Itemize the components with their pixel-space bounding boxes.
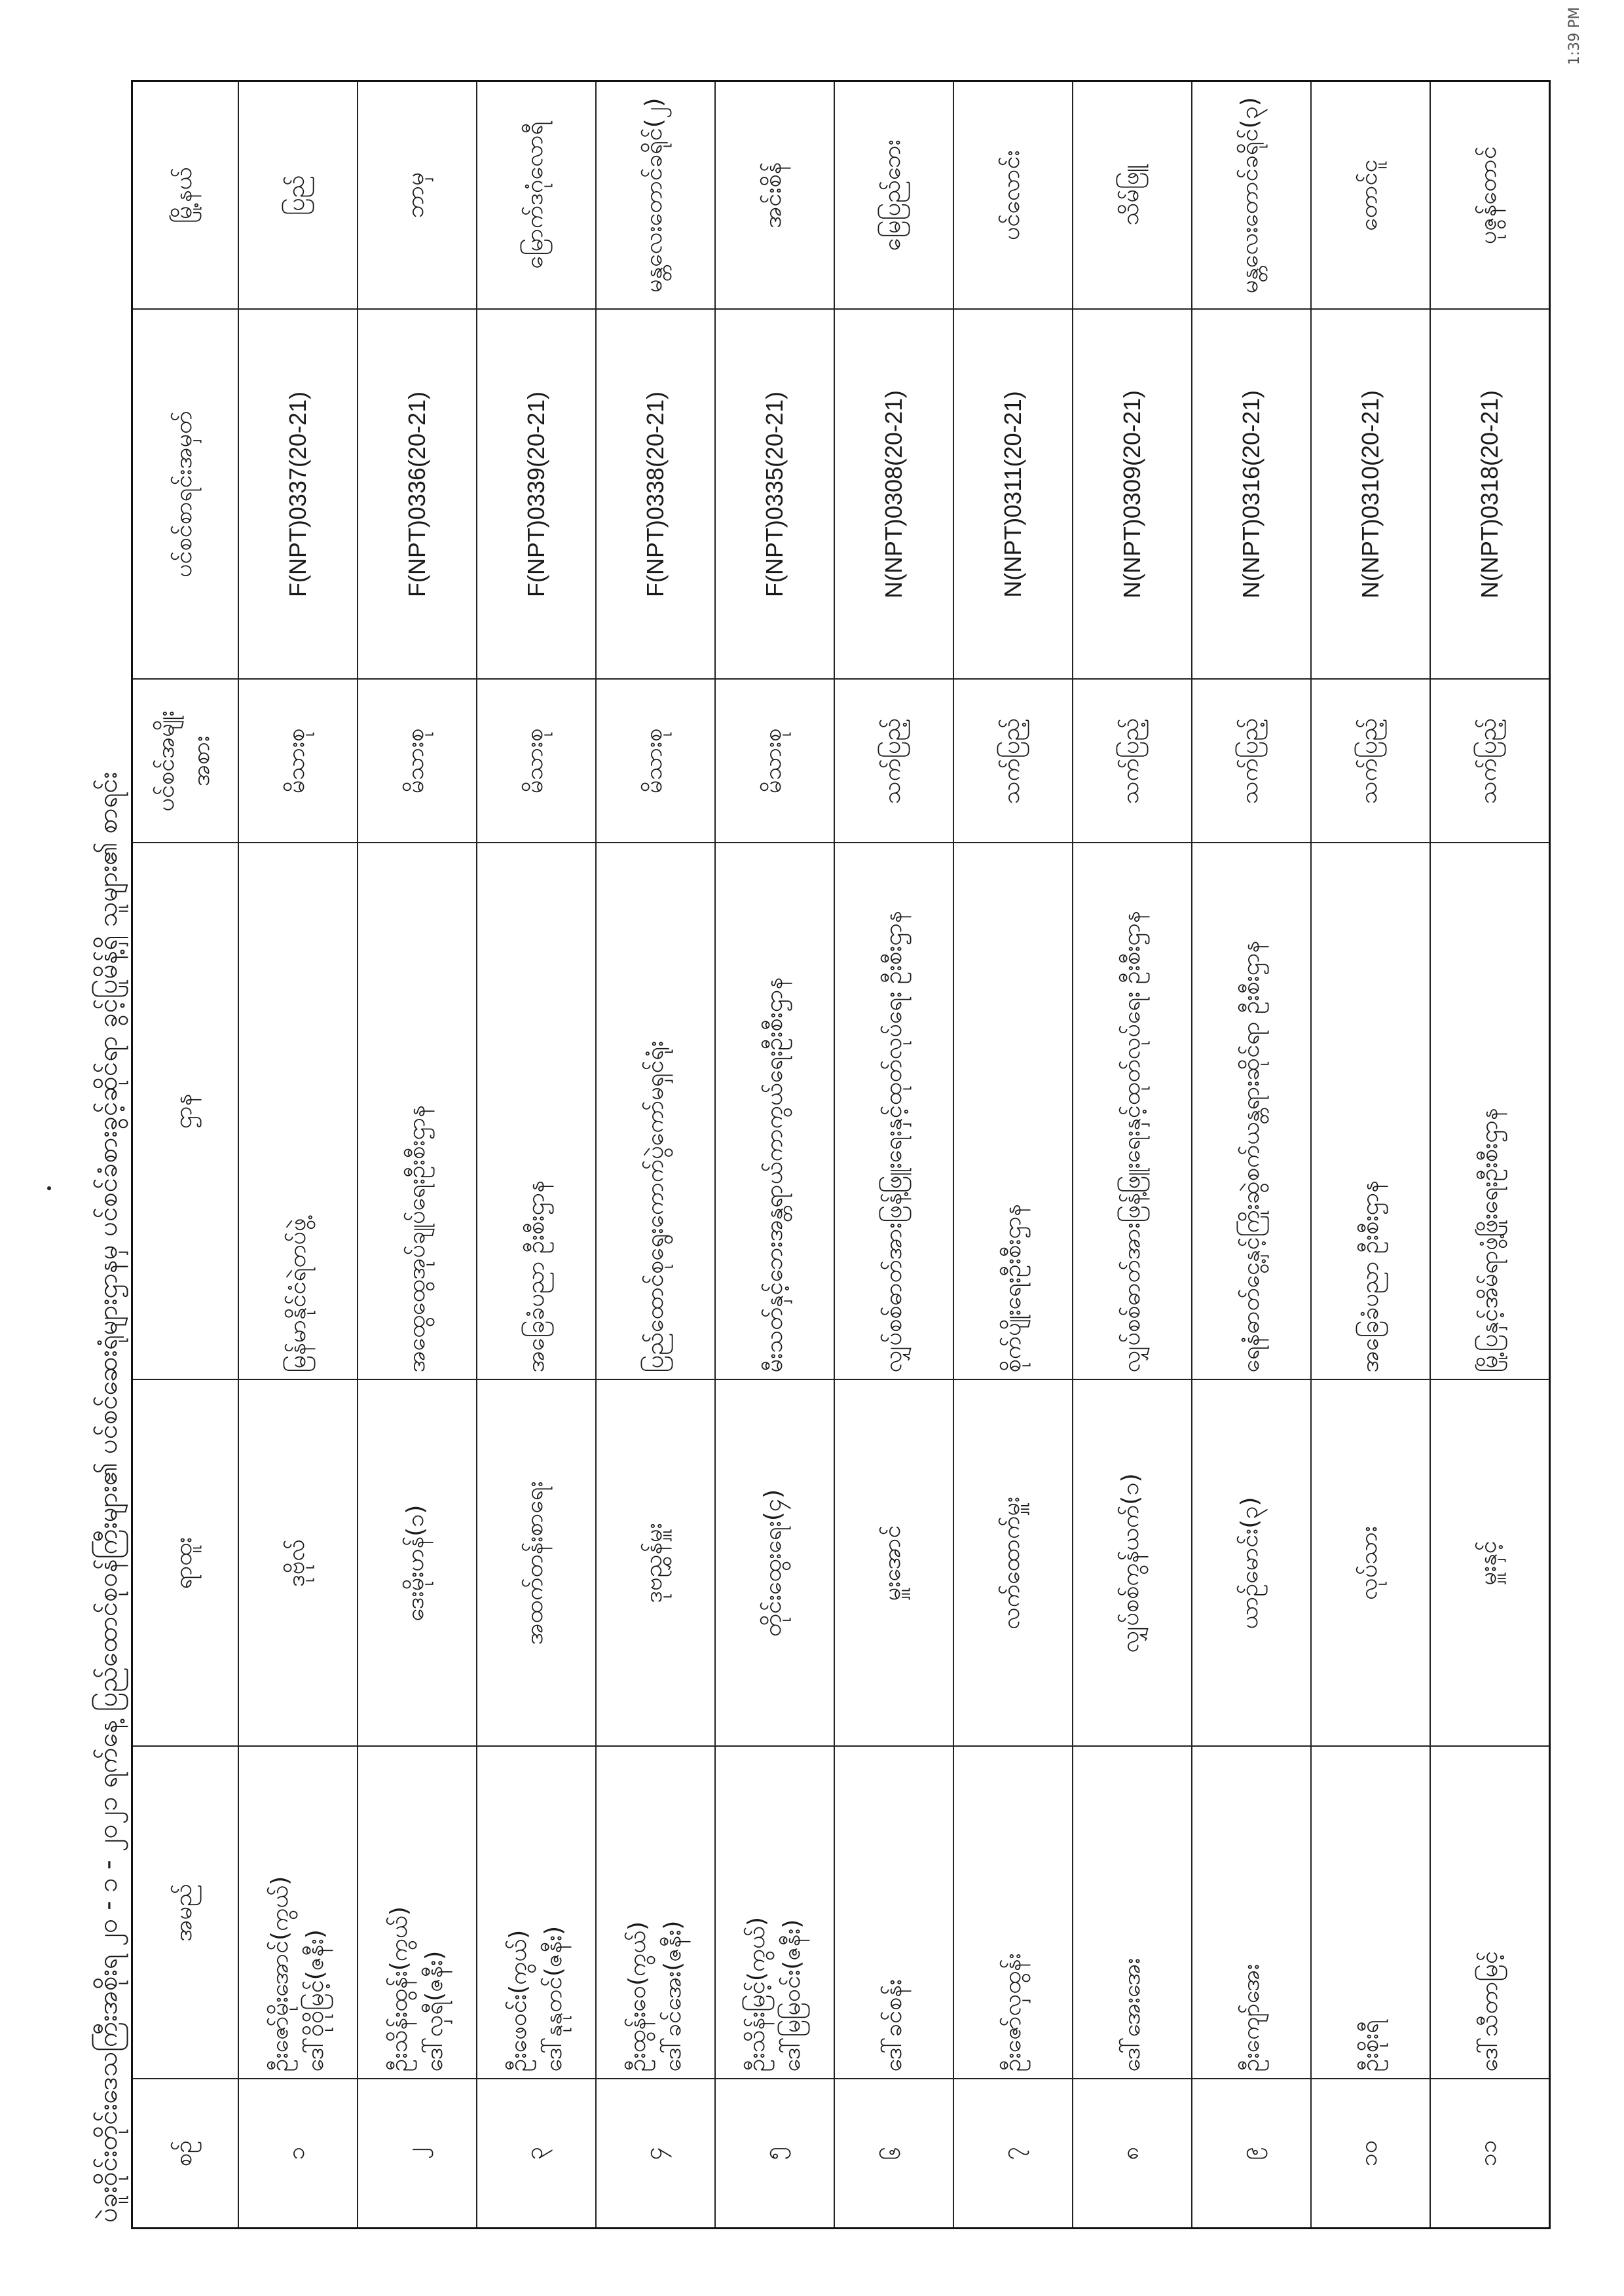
table-row: [238, 81, 358, 2229]
name-line-2: ဒေါ်ခင်အေး(ဇနီး): [659, 1920, 686, 2072]
cell-no: ၂: [358, 2079, 477, 2229]
cell-township: ပြည်: [238, 81, 358, 310]
cell-pension-type: သက်ပြည့်: [1073, 680, 1192, 843]
cell-name: [238, 1747, 358, 2079]
cell-township: မြေပြည်ဘေး: [834, 81, 953, 310]
cell-department: ရေနံဓာတ်ငွေ့နှင့်ကြိုးဆွဲစက်ယန္တရားဆိုင်ရာ ဦးစီးဌာန: [1192, 843, 1311, 1380]
table-row: [1430, 81, 1550, 2229]
cell-township: ဘာမှ: [358, 81, 477, 310]
name-line-2: ဒေါ်နုနုတင်(ဇနီး): [540, 1925, 567, 2072]
cell-no: ၈: [1073, 2079, 1192, 2229]
header-name: အမည်: [132, 1747, 239, 2079]
table-row: [477, 81, 596, 2229]
table-row: [1311, 81, 1430, 2229]
name-line-1: ဒေါ်အေးအေး: [1118, 1958, 1145, 2072]
cell-rank: ယာဉ်မောင်း(၃): [1192, 1380, 1311, 1747]
cell-no: ၅: [715, 2079, 834, 2229]
cell-pension-no: F(NPT)0338(20-21): [596, 310, 715, 680]
name-line-1: ဦးဇော်လှထွန်း: [999, 1953, 1026, 2072]
header-pension-no: ပင်စင်စာရင်းအမှတ်: [132, 310, 239, 680]
cell-department: မြန်မာနိုင်ငံရဲတပ်ဖွဲ့: [238, 843, 358, 1380]
cell-pension-no: N(NPT)0318(20-21): [1430, 310, 1550, 680]
cell-name: [358, 1747, 477, 2079]
cell-pension-type: သက်ပြည့်: [1430, 680, 1550, 843]
table-row: [1192, 81, 1311, 2229]
cell-township: မြောက်ဒဂုံလောရီ: [477, 81, 596, 310]
header-rank: ရာထူး: [132, 1380, 239, 1747]
cell-rank: လက်ထောက်မှူး: [953, 1380, 1073, 1747]
cell-pension-type: မိသားစု: [715, 680, 834, 843]
cell-pension-no: N(NPT)0309(20-21): [1073, 310, 1192, 680]
cell-no: ၁၁: [1430, 2079, 1550, 2229]
table-row: [953, 81, 1073, 2229]
cell-rank: လုပ်သား: [1311, 1380, 1430, 1747]
cell-pension-no: F(NPT)0336(20-21): [358, 310, 477, 680]
table-row: [834, 81, 953, 2229]
cell-name: [1311, 1747, 1430, 2079]
table-header-row: [132, 81, 239, 2229]
cell-pension-type: သက်ပြည့်: [953, 680, 1073, 843]
cell-no: ၁၀: [1311, 2079, 1430, 2229]
rotated-document: [85, 75, 1545, 2229]
cell-pension-type: သက်ပြည့်: [834, 680, 953, 843]
cell-rank: တိုင်းထွေးရေး(၄): [715, 1380, 834, 1747]
cell-no: ၇: [953, 2079, 1073, 2229]
cell-pension-no: N(NPT)0311(20-21): [953, 310, 1073, 680]
cell-rank: ဒေးမိုးဟန်(၁): [358, 1380, 477, 1747]
table-row: [596, 81, 715, 2229]
name-line-1: ဦးသိန်းထွန်း(ကွယ်): [386, 1906, 413, 2072]
header-township: မြို့နယ်: [132, 81, 239, 310]
cell-pension-type: မိသားစု: [596, 680, 715, 843]
cell-department: စိုက်ပျိုးရေးဦးစီးဌာန: [953, 843, 1073, 1380]
cell-name: [834, 1747, 953, 2079]
cell-name: [477, 1747, 596, 2079]
cell-rank: အထက်တန်းစာရေး: [477, 1380, 596, 1747]
name-line-2: ဒေါ်မြမြဝင်း(ဇနီး): [779, 1919, 805, 2072]
header-pension-type: ပင်စင်အမျိုးအစား: [132, 680, 239, 843]
cell-name: [715, 1747, 834, 2079]
document-title: ပဲခူးဝိုင်းတိုင်းဒေသကြီးအစိုးရ ၂၀ - ၁ - ၂၀၂၁ ရက်နေ့ ပြည်ထောင်စုဝန်ကြီးများ၏ ပင်စင်ဆေးရုံများဌာနမှ ပင်စင်ခံစားခွင့်ဆိုင်ရာ ခွင့်ပြုမိန့်ရှိ သူများ၏ စာရင်း: [93, 772, 123, 2223]
name-line-1: ဦးဇော်မိုးအောင်(ကွယ်): [267, 1876, 293, 2072]
cell-department: ပြည်ထောင်စုရွေးကောက်ပွဲကော်မရှင်ရုံး: [596, 843, 715, 1380]
cell-pension-no: F(NPT)0337(20-21): [238, 310, 358, 680]
table-row: [358, 81, 477, 2229]
cell-name: [953, 1747, 1073, 2079]
cell-no: ၄: [596, 2079, 715, 2229]
cell-department: လျှပ်စစ်ဓာတ်အားဖြန့်ဖြူးရေးနှင့်ထုတ်လုပ်ရေး ဦးစီးဌာန: [1073, 843, 1192, 1380]
cell-name: [596, 1747, 715, 2079]
cell-rank: လျှပ်စစ်ကွန်ယက်(၁): [1073, 1380, 1192, 1747]
cell-department: အခြေခံပညာ ဦးစီးဌာန: [477, 843, 596, 1380]
cell-rank: ဒုဗညွှန်မှူး: [596, 1380, 715, 1747]
table-row: [715, 81, 834, 2229]
name-line-1: ဦးကျော်အေး: [1238, 1963, 1264, 2072]
cell-department: အထွေထွေအုပ်ချုပ်ရေးဦးစီးဌာန: [358, 843, 477, 1380]
cell-rank: ဒုဗိုလ်: [238, 1380, 358, 1747]
name-line-2: ဒေါ်ဝိုဝိုမြင့်(ဇနီး): [302, 1929, 329, 2072]
cell-township: မန္တလေးတောင်ခရိုင်(၃): [1192, 81, 1311, 310]
name-line-1: ဦးဖေဝင်း(ကွယ်): [505, 1929, 532, 2072]
cell-township: သိမ်ဖြူ: [1073, 81, 1192, 310]
cell-department: မီးသတ်နှင့်ဘေးအန္တရာယ်ကာကွယ်ရေးဦးစီးဌာန: [715, 843, 834, 1380]
cell-department: အခြေခံပညာ ဦးစီးဌာန: [1311, 843, 1430, 1380]
cell-township: ပုဇွန်တောင်: [1430, 81, 1550, 310]
header-department: ဌာန: [132, 843, 239, 1380]
scan-speck: [47, 1186, 51, 1190]
name-line-1: ဒေါ်ခင်စန်း: [880, 1979, 907, 2072]
cell-name: [1073, 1747, 1192, 2079]
cell-no: ၁: [238, 2079, 358, 2229]
pension-table: [131, 80, 1551, 2229]
cell-pension-no: N(NPT)0310(20-21): [1311, 310, 1430, 680]
name-line-1: ဦးသိန်းမြင့်(ကွယ်): [743, 1916, 770, 2072]
name-line-2: ဒေါ်လှရီ(ဇနီး): [421, 1950, 448, 2072]
cell-township: မန္တလေးတောင်ခရိုင်(၂): [596, 81, 715, 310]
cell-pension-no: N(NPT)0316(20-21): [1192, 310, 1311, 680]
cell-rank: မှူးအောင်: [834, 1380, 953, 1747]
cell-pension-type: မိသားစု: [358, 680, 477, 843]
cell-pension-type: မိသားစု: [238, 680, 358, 843]
cell-no: ၆: [834, 2079, 953, 2229]
name-line-1: ဦးစိုးရီ: [1357, 2020, 1384, 2072]
cell-no: ၃: [477, 2079, 596, 2229]
cell-township: အင်းစိန်: [715, 81, 834, 310]
name-line-1: ဦးထွန်းဝေ(ကွယ်): [624, 1921, 651, 2072]
cell-pension-no: F(NPT)0339(20-21): [477, 310, 596, 680]
name-line-1: ဒေါ်သီတာမြင့်: [1476, 1951, 1503, 2072]
cell-pension-type: သက်ပြည့်: [1311, 680, 1430, 843]
cell-pension-no: F(NPT)0335(20-21): [715, 310, 834, 680]
cell-name: [1192, 1747, 1311, 2079]
cell-no: ၉: [1192, 2079, 1311, 2229]
cell-pension-no: N(NPT)0308(20-21): [834, 310, 953, 680]
cell-rank: မှူးနှင့်: [1430, 1380, 1550, 1747]
cell-pension-type: မိသားစု: [477, 680, 596, 843]
cell-township: ပင်လောင်း: [953, 81, 1073, 310]
cell-department: လျှပ်စစ်ဓာတ်အားဖြန့်ဖြူးရေးနှင့်ထုတ်လုပ်ရေး ဦးစီးဌာန: [834, 843, 953, 1380]
cell-pension-type: သက်ပြည့်: [1192, 680, 1311, 843]
page-timestamp: 1:39 PM: [1566, 7, 1583, 65]
cell-department: မြို့ပြနှင့်အိမ်ရာဖွံ့ဖြိုးရေးဦးစီးဌာန: [1430, 843, 1550, 1380]
cell-township: တောင်ငူ: [1311, 81, 1430, 310]
cell-name: [1430, 1747, 1550, 2079]
table-row: [1073, 81, 1192, 2229]
header-no: စဉ်: [132, 2079, 239, 2229]
